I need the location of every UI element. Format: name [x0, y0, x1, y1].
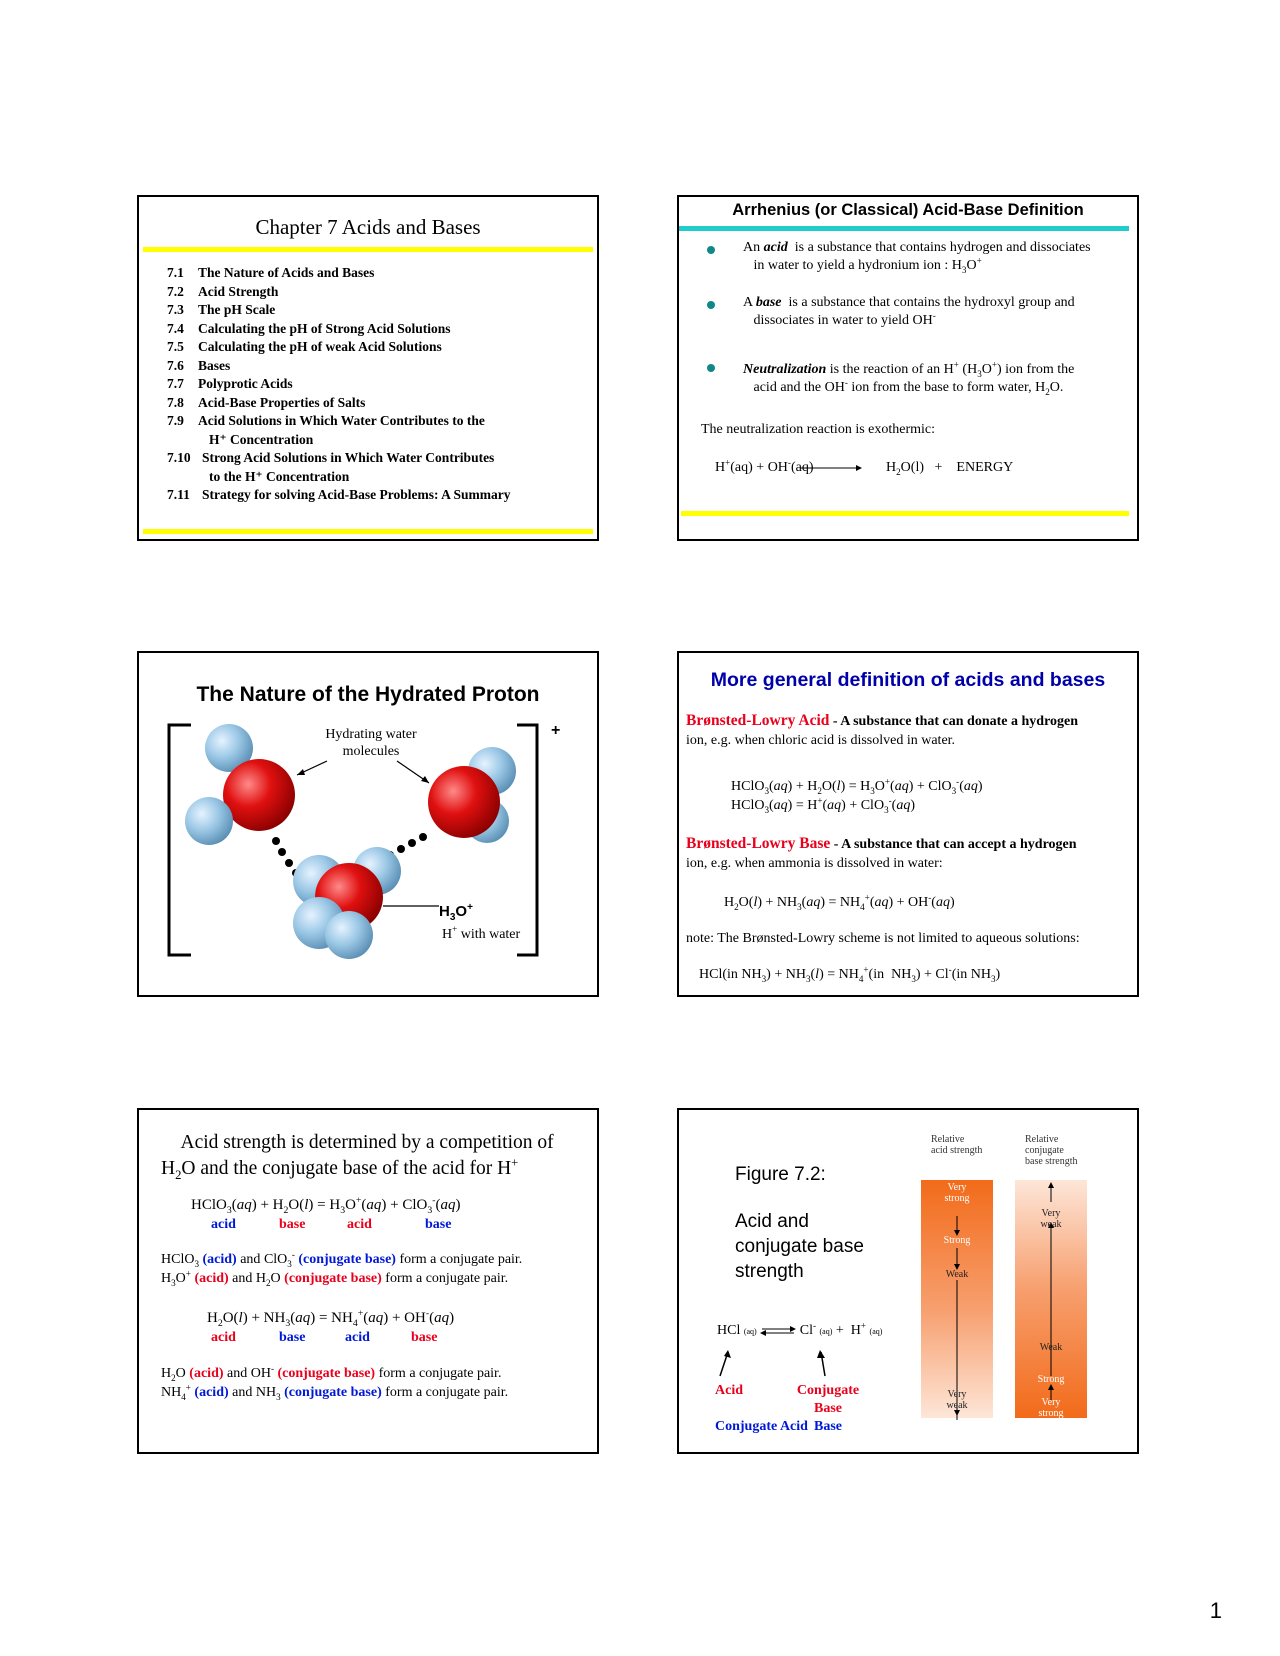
toc-item: 7.2 Acid Strength: [167, 283, 279, 299]
pair-arrows: [709, 1348, 849, 1378]
role-label: base: [425, 1217, 452, 1232]
slide-title: Acid strength is determined by a competition of $H_2O$ and the conjugate base of the acid for H+: [161, 1132, 554, 1182]
ammonia-equation: $H_2O(l) + NH_3(aq) = NH_4^+(aq) + OH^-(aq)$: [207, 1308, 455, 1329]
divider: [681, 511, 1129, 516]
labels-left: Acid Conjugate Acid: [715, 1383, 808, 1434]
ammonia-equation: $H_2O(l) + NH_3(aq) = NH_4^+(aq) + OH^-(aq)$: [724, 892, 955, 912]
divider: [679, 226, 1129, 231]
toc-item: 7.11 Strategy for solving Acid-Base Problems: A Summary: [167, 487, 511, 502]
role-label: acid: [345, 1330, 370, 1345]
bl-acid-definition: Brønsted-Lowry Acid - A substance that can donate a hydrogen ion, e.g. when chloric acid is dissolved in water.: [686, 712, 1079, 748]
role-label: base: [279, 1330, 306, 1345]
svg-text:H3O+: $H_3O^+$: [439, 902, 473, 923]
note: note: The Brønsted-Lowry scheme is not limited to aqueous solutions:: [686, 931, 1080, 946]
acid-very-strong: Very strong: [944, 1182, 970, 1204]
acid-strength-header: Relative acid strength: [931, 1134, 983, 1156]
conjugate-acid-label: Conjugate Acid: [715, 1419, 808, 1434]
toc-list: [167, 264, 511, 505]
hydronium-diagram: [139, 653, 599, 997]
role-label: acid: [211, 1330, 236, 1345]
neutralization-equation: H+(aq) + OH-(aq) $H_2O(l)$ + ENERGY: [715, 457, 1014, 477]
slide-toc: [137, 195, 599, 541]
slide-hydrated-proton: [137, 651, 599, 997]
slide-title: Arrhenius (or Classical) Acid-Base Definition: [732, 201, 1084, 219]
slide-title: The Nature of the Hydrated Proton: [196, 683, 540, 706]
acid-very-weak: Very weak: [946, 1389, 968, 1411]
bullet-icon: [707, 364, 715, 372]
base-very-weak: Very weak: [1040, 1208, 1062, 1230]
svg-text:Hydrating water: Hydrating water: [325, 727, 417, 742]
role-label: acid: [211, 1217, 236, 1232]
base-definition: A base is a substance that contains the hydroxyl group and dissociates in water to yield OH-: [743, 295, 1075, 328]
charge-label: +: [551, 722, 561, 739]
slide-bronsted-lowry: [677, 651, 1139, 997]
svg-text:molecules: molecules: [342, 744, 400, 759]
divider: [143, 529, 593, 534]
hcl-equation: HCl (aq) Cl- (aq) + H+ (aq): [717, 1320, 883, 1338]
arrow-right-icon: [800, 463, 862, 473]
base-weak: Weak: [1039, 1342, 1063, 1353]
base-strength-header: Relative conjugate base strength: [1025, 1134, 1078, 1167]
nonaqueous-equation: HCl(in $NH_3) + NH_3(l) = NH_4^+(in$ $NH_3) + Cl^-(in$ $NH_3$): [699, 964, 1001, 984]
svg-text:H+ with water: H+ with water: [442, 924, 521, 942]
acid-strong: Strong: [943, 1235, 971, 1246]
labels-right: Conjugate Base Base: [796, 1383, 860, 1434]
slide-acid-strength: [137, 1108, 599, 1454]
page-number: 1: [1209, 1598, 1222, 1623]
toc-item: H⁺ Concentration: [209, 431, 314, 447]
toc-item: 7.4 Calculating the pH of Strong Acid Solutions: [167, 320, 451, 336]
role-label: base: [279, 1217, 306, 1232]
slide-title: Chapter 7 Acids and Bases: [255, 215, 481, 239]
chloric-equation: HClO$_3$(aq) + $H_2O(l) = H_3O^+(aq) + ClO_3^-(aq)$: [191, 1195, 461, 1216]
exothermic-note: The neutralization reaction is exothermic:: [701, 422, 936, 437]
role-label: base: [411, 1330, 438, 1345]
toc-item: 7.10 Strong Acid Solutions in Which Water Contributes: [167, 450, 495, 465]
toc-item: 7.9 Acid Solutions in Which Water Contributes to the: [167, 413, 485, 428]
equilibrium-arrow-icon: [760, 1326, 796, 1336]
acid-weak: Weak: [945, 1269, 969, 1280]
toc-item: 7.5 Calculating the pH of weak Acid Solutions: [167, 339, 442, 354]
slide-title: More general definition of acids and bases: [710, 669, 1106, 691]
toc-item: to the H⁺ Concentration: [209, 468, 350, 484]
toc-item: 7.8 Acid-Base Properties of Salts: [167, 394, 366, 410]
role-label: acid: [347, 1217, 372, 1232]
neutralization-definition: Neutralization is the reaction of an H+ $(H_3O^+)$ ion from the acid and the OH- ion from the base to form water, $H_2O$.: [743, 359, 1075, 397]
toc-item: 7.1 The Nature of Acids and Bases: [167, 265, 375, 280]
base-strong: Strong: [1037, 1374, 1065, 1385]
toc-item: 7.7 Polyprotic Acids: [167, 376, 293, 391]
slide-figure-7-2: [677, 1108, 1139, 1454]
toc-item: 7.6 Bases: [167, 357, 231, 373]
slide-arrhenius: [677, 195, 1139, 541]
bullet-icon: [707, 246, 715, 254]
chloric-acid-equations: HClO$_3$(aq) + $H_2O(l) = H_3O^+(aq) + ClO_3^-(aq)$ HClO$_3$(aq) = H+(aq) + ClO$_3$-(aq): [731, 776, 983, 815]
base-very-strong: Very strong: [1038, 1397, 1064, 1419]
bl-base-definition: Brønsted-Lowry Base - A substance that can accept a hydrogen ion, e.g. when ammonia is dissolved in water:: [686, 835, 1077, 871]
divider: [143, 247, 593, 252]
acid-definition: An acid is a substance that contains hydrogen and dissociates in water to yield a hydronium ion : $H_3O^+$: [743, 240, 1091, 275]
toc-item: 7.3 The pH Scale: [167, 302, 276, 317]
figure-caption: Figure 7.2: Acid and conjugate base strength: [735, 1164, 864, 1282]
conjugate-pairs-2: $H_2O$ (acid) and OH- (conjugate base) form a conjugate pair. $NH_4^+$ (acid) and $NH_3$ (conjugate base) form a conjugate pair.: [161, 1363, 509, 1402]
bullet-icon: [707, 301, 715, 309]
conjugate-pairs-1: HClO$_3$ (acid) and ClO$_3$- (conjugate base) form a conjugate pair. $H_3O^+$ (acid) and $H_2O$ (conjugate base) form a conjugate pair.: [161, 1249, 523, 1288]
